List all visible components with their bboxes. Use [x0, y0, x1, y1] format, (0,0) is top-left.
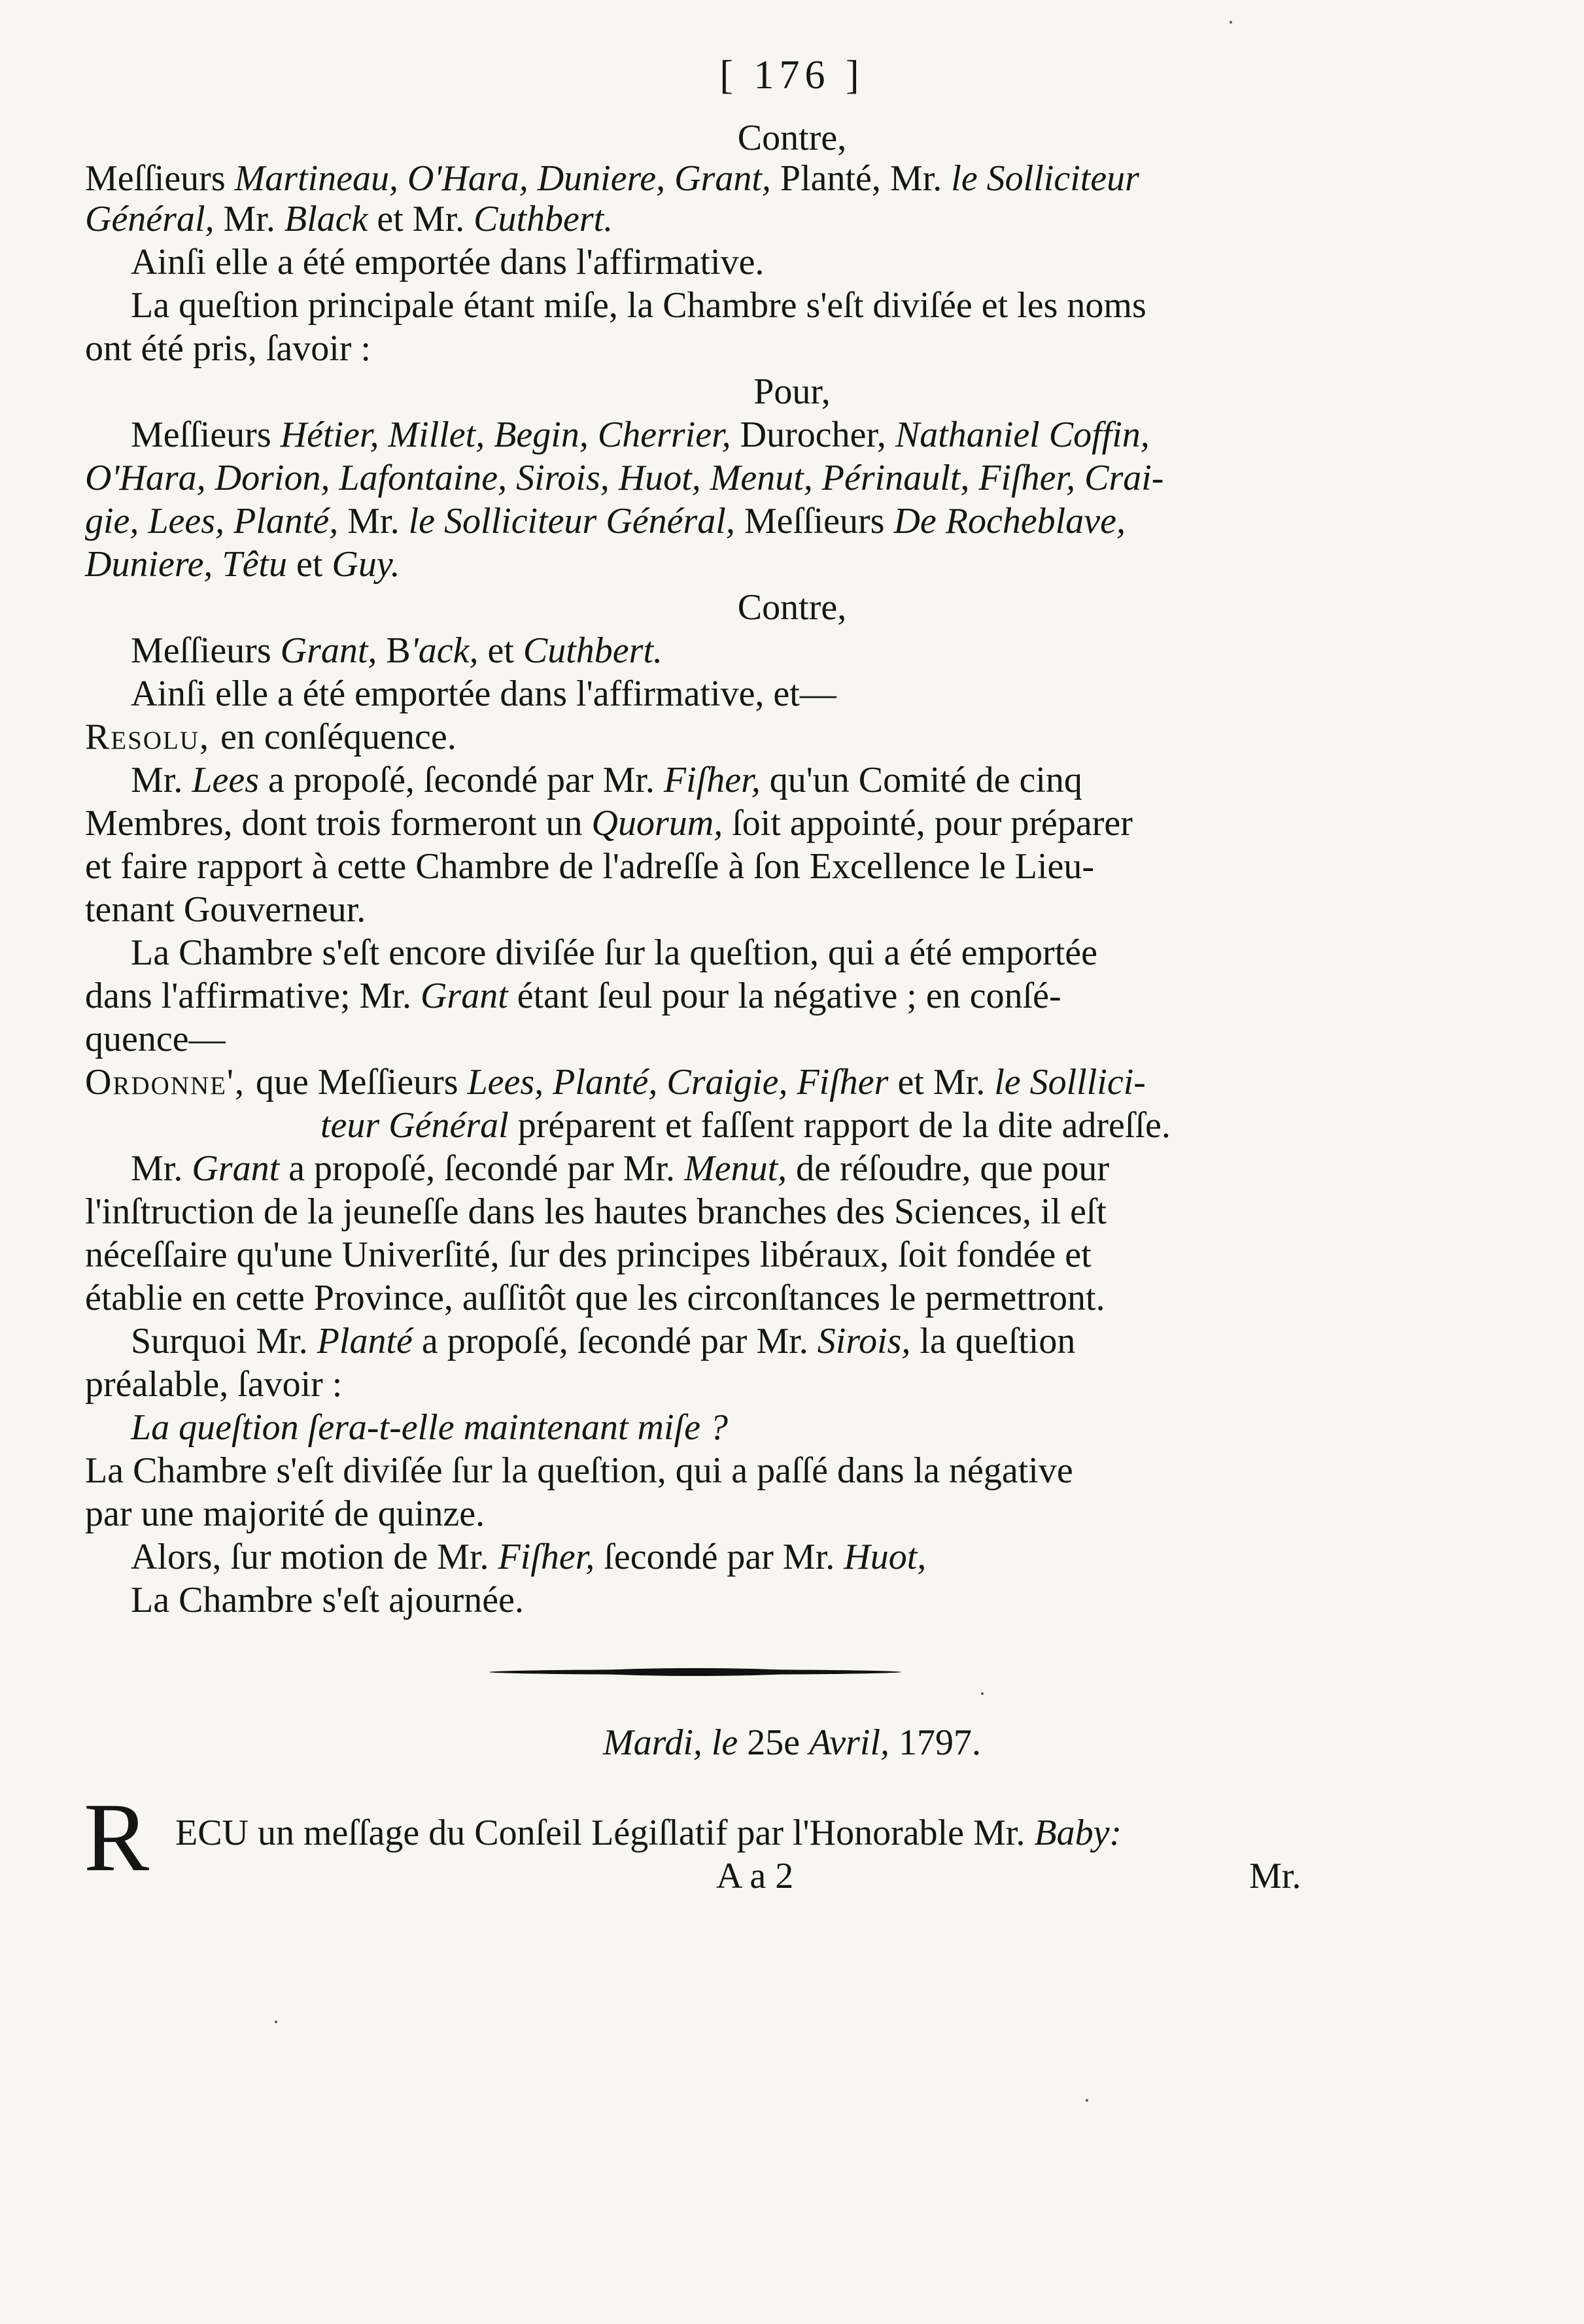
- print-speck: [275, 2021, 277, 2023]
- text-line: gie, Lees, Planté, Mr. le Solliciteur Général, Meſſieurs De Rocheblave,: [85, 501, 1126, 541]
- text-line: Ainſi elle a été emportée dans l'affirmative.: [131, 242, 765, 282]
- text-line: ont été pris, ſavoir :: [85, 328, 371, 369]
- text-line: et faire rapport à cette Chambre de l'adreſſe à ſon Excellence le Lieu-: [85, 846, 1095, 887]
- text-line: dans l'affirmative; Mr. Grant étant ſeul pour la négative ; en conſé-: [85, 976, 1061, 1016]
- date-heading: Mardi, le 25e Avril, 1797.: [602, 1722, 982, 1763]
- text-line: Membres, dont trois formeront un Quorum, ſoit appointé, pour préparer: [85, 803, 1133, 844]
- print-speck: [981, 1692, 984, 1695]
- print-speck: [1086, 2099, 1088, 2102]
- text-line: La Chambre s'eſt encore diviſée ſur la queſtion, qui a été emportée: [131, 932, 1097, 973]
- signature-mark: A a 2: [716, 1856, 794, 1896]
- text-line: établie en cette Province, auſſitôt que les circonſtances le permettront.: [85, 1278, 1105, 1318]
- text-line: La Chambre s'eſt diviſée ſur la queſtion, qui a paſſé dans la négative: [85, 1450, 1073, 1491]
- text-line: Mr. Grant a propoſé, ſecondé par Mr. Menut, de réſoudre, que pour: [131, 1148, 1110, 1189]
- text-line: Mr. Lees a propoſé, ſecondé par Mr. Fiſher, qu'un Comité de cinq: [131, 760, 1082, 800]
- text-line: préalable, ſavoir :: [85, 1364, 343, 1405]
- catchword: Mr.: [1249, 1856, 1301, 1896]
- text-line: quence—: [85, 1019, 226, 1059]
- text-line: par une majorité de quinze.: [85, 1494, 485, 1534]
- section-divider: [489, 1669, 901, 1675]
- text-line: La queſtion principale étant miſe, la Chambre s'eſt diviſée et les noms: [131, 285, 1146, 326]
- text-line: l'inſtruction de la jeuneſſe dans les hautes branches des Sciences, il eſt: [85, 1191, 1107, 1232]
- text-line: Ordonne', que Meſſieurs Lees, Planté, Craigie, Fiſher et Mr. le Solllici-: [85, 1062, 1146, 1102]
- text-line: O'Hara, Dorion, Lafontaine, Sirois, Huot, Menut, Périnault, Fiſher, Crai-: [85, 458, 1164, 498]
- text-line: ECU un meſſage du Conſeil Légiſlatif par l'Honorable Mr. Baby:: [175, 1813, 1122, 1853]
- pour-heading: Pour,: [753, 371, 831, 412]
- text-line: Alors, ſur motion de Mr. Fiſher, ſecondé par Mr. Huot,: [131, 1537, 927, 1577]
- text-line: néceſſaire qu'une Univerſité, ſur des principes libéraux, ſoit fondée et: [85, 1235, 1092, 1275]
- text-line: Meſſieurs Hétier, Millet, Begin, Cherrier, Durocher, Nathaniel Coffin,: [131, 415, 1150, 455]
- text-line: Resolu, en conſéquence.: [85, 717, 456, 757]
- text-line: teur Général préparent et faſſent rapport de la dite adreſſe.: [320, 1105, 1171, 1146]
- page-number: [ 176 ]: [719, 53, 865, 97]
- text-line: Meſſieurs Martineau, O'Hara, Duniere, Grant, Planté, Mr. le Solliciteur: [85, 158, 1139, 199]
- print-speck: [1230, 21, 1232, 24]
- text-line: Duniere, Têtu et Guy.: [85, 544, 400, 585]
- text-line: Général, Mr. Black et Mr. Cuthbert.: [85, 199, 613, 239]
- text-line: La Chambre s'eſt ajournée.: [131, 1580, 524, 1620]
- drop-capital: R: [84, 1783, 150, 1892]
- text-line: Surquoi Mr. Planté a propoſé, ſecondé par Mr. Sirois, la queſtion: [131, 1321, 1076, 1361]
- text-line: Ainſi elle a été emportée dans l'affirmative, et—: [131, 674, 836, 714]
- contre-heading: Contre,: [737, 587, 847, 628]
- text-line: Meſſieurs Grant, B'ack, et Cuthbert.: [131, 630, 663, 671]
- text-line: La queſtion ſera-t-elle maintenant miſe ?: [131, 1407, 728, 1448]
- contre-heading: Contre,: [737, 118, 847, 158]
- text-line: tenant Gouverneur.: [85, 889, 366, 930]
